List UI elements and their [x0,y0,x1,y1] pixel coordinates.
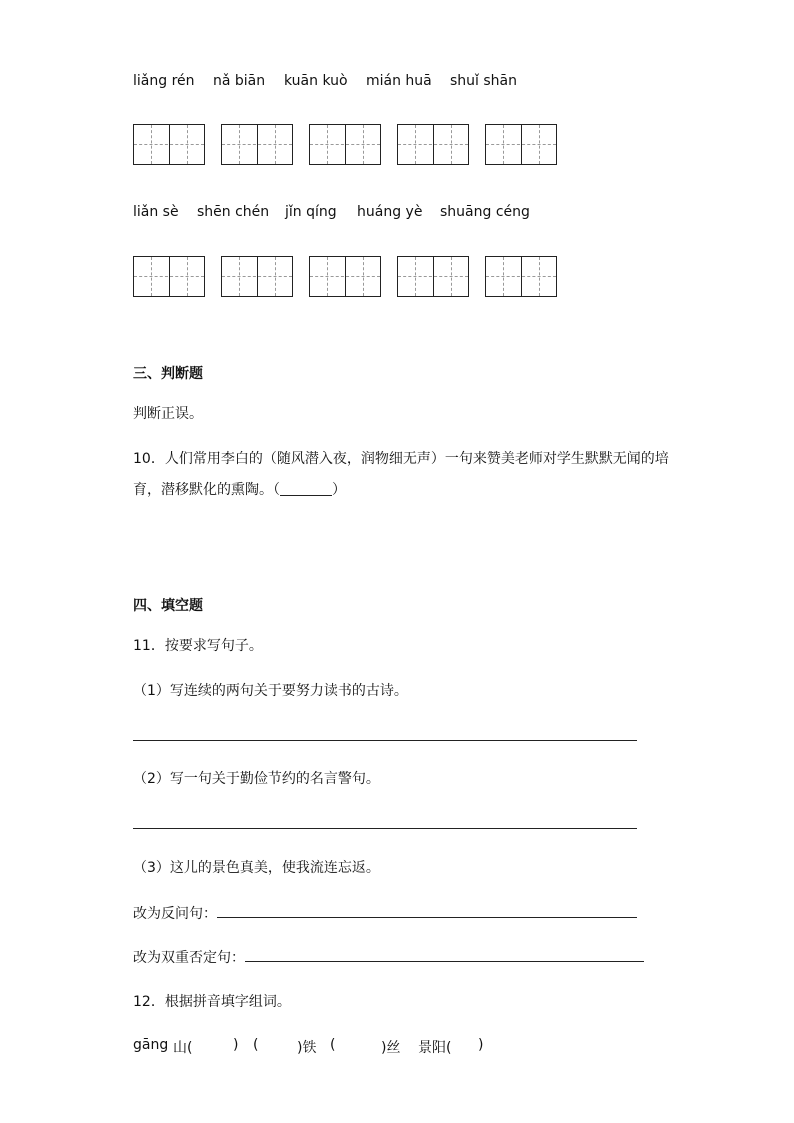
q12-item: ( [330,1037,336,1053]
char-writing-box[interactable] [485,124,557,165]
answer-line[interactable] [133,740,637,741]
char-writing-box[interactable] [133,124,205,165]
question-12-row [133,1037,533,1057]
section-3-heading: 三、判断题 [133,366,203,382]
pinyin-label: kuān kuò [284,73,348,89]
q12-item: )丝 [381,1040,401,1056]
answer-line[interactable] [245,961,644,962]
char-writing-box[interactable] [133,256,205,297]
char-writing-box[interactable] [309,256,381,297]
question-11-part-1: （1）写连续的两句关于要努力读书的古诗。 [133,683,408,699]
answer-line[interactable] [217,917,637,918]
answer-line[interactable] [133,828,637,829]
rewrite-rhetorical-label: 改为反问句： [133,906,217,922]
section-3-instruction: 判断正误。 [133,406,203,422]
question-11: 11．按要求写句子。 [133,638,263,654]
q12-item: 景阳( [418,1040,452,1056]
char-writing-box[interactable] [397,256,469,297]
char-writing-box[interactable] [221,124,293,165]
question-10-close-paren: ） [332,482,346,498]
section-4-heading: 四、填空题 [133,598,203,614]
question-11-part-3: （3）这儿的景色真美，使我流连忘返。 [133,860,380,876]
q12-item: )铁 [297,1040,317,1056]
pinyin-label: mián huā [366,73,432,89]
pinyin-label: shuǐ shān [450,73,517,89]
q12-item: ) [478,1037,484,1053]
pinyin-label: shuāng céng [440,204,530,220]
char-writing-box[interactable] [397,124,469,165]
pinyin-label: liǎng rén [133,73,195,89]
pinyin-label: jǐn qíng [285,204,337,220]
pinyin-row-1 [133,73,653,95]
pinyin-label: nǎ biān [213,73,266,89]
char-writing-box[interactable] [485,256,557,297]
question-11-part-2: （2）写一句关于勤俭节约的名言警句。 [133,771,380,787]
q12-item: 山( [173,1040,193,1056]
question-10-line-2 [133,479,346,499]
pinyin-label: shēn chén [197,204,270,220]
rewrite-double-negative-label: 改为双重否定句： [133,950,245,966]
q12-item: ( [253,1037,259,1053]
char-writing-box[interactable] [309,124,381,165]
answer-blank[interactable] [280,483,332,496]
q12-pinyin: gāng [133,1037,169,1053]
question-10-line-1: 10．人们常用李白的（随风潜入夜，润物细无声）一句来赞美老师对学生默默无闻的培 [133,451,669,467]
pinyin-label: huáng yè [357,204,423,220]
pinyin-row-2 [133,204,653,226]
question-12: 12．根据拼音填字组词。 [133,994,291,1010]
question-10-text: 育，潜移默化的熏陶。（ [133,482,280,498]
q12-item: ) [233,1037,239,1053]
char-writing-box[interactable] [221,256,293,297]
pinyin-label: liǎn sè [133,204,179,220]
